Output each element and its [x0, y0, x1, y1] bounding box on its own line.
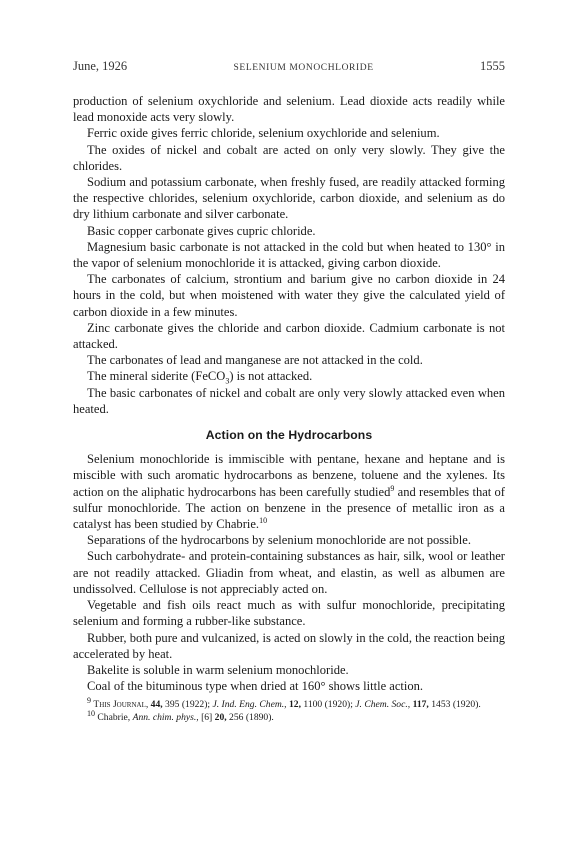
journal-name: This Journal,	[93, 699, 149, 711]
volume: 44,	[150, 699, 163, 711]
footnote-9	[73, 696, 505, 712]
paragraph: Sodium and potassium carbonate, when freshly fused, are readily attacked forming the respective chlorides, selenium oxychloride, carbon dioxide, and selenium as do dry lithium carbonate and silver carbonate.	[73, 175, 505, 222]
paragraph: Magnesium basic carbonate is not attacked in the cold but when heated to 130° in the vapor of selenium monochloride it is attacked, giving carbon dioxide.	[73, 239, 505, 271]
footnote-mark: 9	[87, 696, 91, 706]
paragraph	[73, 451, 505, 532]
page-number: 1555	[479, 59, 505, 73]
text-span: Chabrie,	[95, 711, 133, 723]
text-span: ) is not attacked.	[229, 369, 313, 384]
text-span: 256 (1890).	[226, 711, 274, 723]
text-span: [6]	[198, 711, 215, 723]
section-heading: Action on the Hydrocarbons	[205, 428, 373, 443]
paragraph: Coal of the bituminous type when dried at 160° shows little action.	[87, 679, 424, 694]
text-span: 395 (1922);	[162, 699, 213, 711]
journal-name: Ann. chim. phys.,	[132, 711, 199, 723]
text-span: The mineral siderite (FeCO	[87, 369, 226, 384]
journal-name: J. Chem. Soc.,	[355, 699, 411, 711]
paragraph: Zinc carbonate gives the chloride and carbon dioxide. Cadmium carbonate is not attacked.	[73, 320, 505, 352]
footnotes	[73, 696, 505, 724]
paragraph: The carbonates of calcium, strontium and barium give no carbon dioxide in 24 hours in the cold, but when moistened with water they give the calculated yield of carbon dioxide in a few minutes.	[73, 272, 505, 319]
text-span: and resembles that of sulfur monochloride. The action on benzene in the presence of metallic iron as a catalyst has been studied by Chabrie.	[73, 484, 505, 532]
journal-name: J. Ind. Eng. Chem.,	[212, 699, 287, 711]
paragraph: Vegetable and fish oils react much as with sulfur monochloride, precipitating selenium and forming a rubber-like substance.	[73, 598, 505, 629]
footnote-ref: 9	[390, 483, 395, 493]
volume: 20,	[214, 711, 227, 723]
text-span: 1453 (1920).	[428, 699, 481, 711]
footnote-10	[73, 708, 505, 725]
paragraph: production of selenium oxychloride and selenium. Lead dioxide acts readily while lead monoxide acts very slowly.	[73, 94, 505, 125]
volume: 12,	[288, 699, 301, 711]
header-title: SELENIUM MONOCHLORIDE	[233, 63, 374, 73]
journal-page	[73, 59, 505, 725]
text-span: 1100 (1920);	[300, 699, 356, 711]
paragraph	[73, 368, 505, 384]
running-header	[73, 59, 505, 79]
body-text	[73, 93, 505, 694]
paragraph: Such carbohydrate- and protein-containing substances as hair, silk, wool or leather are not readily attacked. Gliadin from wheat, and elastin, as well as albumen are undissolved. Cellulose is not appreciably acted on.	[73, 549, 505, 596]
paragraph: The basic carbonates of nickel and cobalt are only very slowly attacked even when heated.	[73, 385, 505, 416]
paragraph: Separations of the hydrocarbons by selenium monochloride are not possible.	[87, 533, 471, 548]
paragraph: The carbonates of lead and manganese are not attacked in the cold.	[87, 353, 423, 368]
paragraph: Basic copper carbonate gives cupric chloride.	[87, 223, 316, 238]
volume: 117,	[412, 699, 429, 711]
paragraph: The oxides of nickel and cobalt are acted on only very slowly. They give the chlorides.	[73, 142, 505, 173]
paragraph: Ferric oxide gives ferric chloride, selenium oxychloride and selenium.	[87, 126, 440, 141]
subscript: 3	[225, 376, 230, 386]
text-span: Selenium monochloride is immiscible with pentane, hexane and heptane and is miscible with such aromatic hydrocarbons as benzene, toluene and the xylenes. Its action on the aliphatic hydrocarbons has been carefully studied	[73, 452, 505, 499]
paragraph: Rubber, both pure and vulcanized, is acted on slowly in the cold, the reaction being accelerated by heat.	[73, 630, 505, 661]
header-date: June, 1926	[73, 59, 128, 73]
paragraph: Bakelite is soluble in warm selenium monochloride.	[87, 662, 349, 677]
footnote-mark: 10	[87, 708, 95, 718]
footnote-ref: 10	[259, 515, 268, 525]
